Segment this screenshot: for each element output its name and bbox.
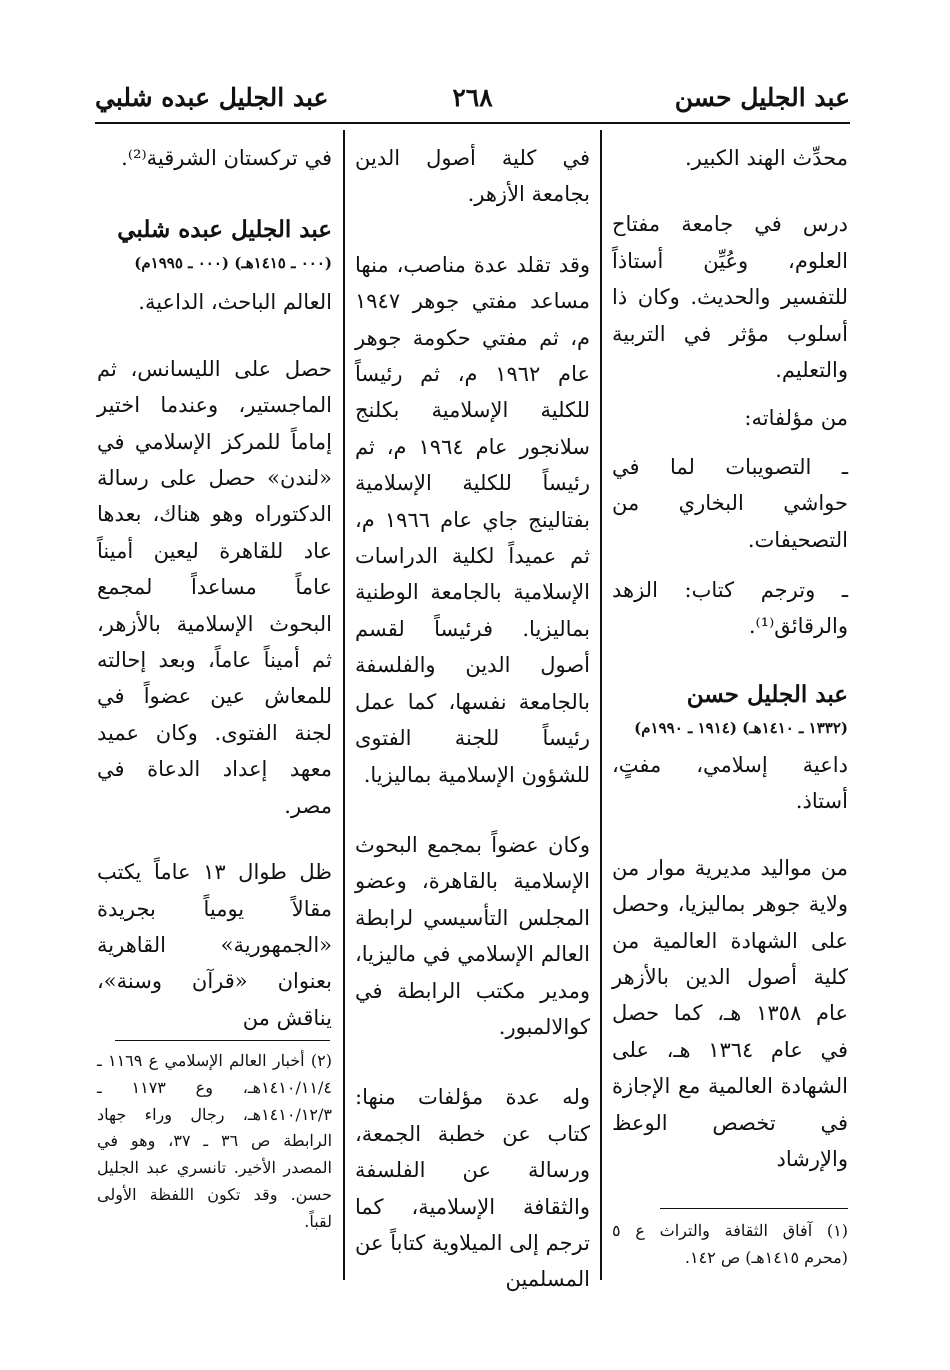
column-divider-left (343, 130, 345, 1280)
footnote-rule (660, 1208, 848, 1209)
paragraph: وله عدة مؤلفات منها: كتاب عن خطبة الجمعة، ورسالة عن الفلسفة والثقافة الإسلامية، كما ترجم إلى الميلاوية كتاباً عن المسلمين (355, 1085, 590, 1292)
paragraph: درس في جامعة مفتاح العلوم، وعُيِّن أستاذاً للتفسير والحديث. وكان ذا أسلوب مؤثر في التربية والتعليم. (612, 212, 848, 383)
footnote-text: (٢) أخبار العالم الإسلامي ع ١١٦٩ ـ ١٤١٠/١١/٤هـ، وع ١١٧٣ ـ ١٤١٠/١٢/٣هـ، رجال وراء جهاد الرابطة ص ٣٦ ـ ٣٧، وهو في المصدر الأخير. تانسري عبد الجليل حسن. وقد تكون اللفظة الأولى لقباً. (97, 1051, 333, 1231)
list-item: ـ وترجم كتاب: الزهد والرقائق⁽¹⁾. (612, 578, 848, 639)
list-item: ـ التصويبات لما في حواشي البخاري من التصحيفات. (612, 454, 848, 552)
paragraph: في كلية أصول الدين بجامعة الأزهر. (355, 146, 590, 207)
page-header (95, 78, 850, 118)
page-number: ٢٦٨ (452, 83, 493, 112)
footnote-right (612, 1218, 848, 1272)
column-left (97, 140, 332, 1036)
entry-dates: (٠٠٠ ـ ١٤١٥هـ) (٠٠٠ ـ ١٩٩٥م) (134, 254, 332, 273)
entry-heading: عبد الجليل عبده شلبي (117, 216, 332, 244)
entry-heading: عبد الجليل حسن (686, 680, 848, 708)
entry-dates: (١٣٣٢ ـ ١٤١٠هـ) (١٩١٤ ـ ١٩٩٠م) (634, 718, 848, 737)
paragraph: وكان عضواً بمجمع البحوث الإسلامية بالقاهرة، وعضو المجلس التأسيسي لرابطة العالم الإسلامي في ماليزيا، ومدير مكتب الرابطة في كوالالمبور. (355, 832, 590, 1039)
paragraph: حصل على الليسانس، ثم الماجستير، وعندما اختير إماماً للمركز الإسلامي في «لندن» حصل على رسالة الدكتوراه وهو هناك، بعدها عاد للقاهرة ليعين أميناً عاماً مساعداً لمجمع البحوث الإسلامية بالأزهر، ثم أميناً عاماً، وبعد إحالته للمعاش عين عضواً في لجنة الفتوى. وكان عميد معهد إعداد الدعاة في مصر. (97, 356, 332, 818)
running-title-right: عبد الجليل حسن (674, 83, 850, 112)
paragraph: من مؤلفاته: (744, 406, 848, 431)
footnote-rule (115, 1040, 330, 1041)
column-right (612, 140, 848, 1177)
paragraph: وقد تقلد عدة مناصب، منها مساعد مفتي جوهر ١٩٤٧ م، ثم مفتي حكومة جوهر عام ١٩٦٢ م، ثم رئيساً للكلية الإسلامية بكلنج سلانجور عام ١٩٦٤ م، ثم رئيساً للكلية الإسلامية بفتالينج جاي عام ١٩٦٦ م، ثم عميداً لكلية الدراسات الإسلامية بالجامعة الوطنية بماليزيا. فرئيساً لقسم أصول الدين والفلسفة بالجامعة نفسها، كما عمل رئيساً للجنة الفتوى للشؤون الإسلامية بماليزيا. (355, 252, 590, 787)
column-middle (355, 140, 590, 1298)
paragraph: ظل طوال ١٣ عاماً يكتب مقالاً يومياً بجريدة «الجمهورية» القاهرية بعنوان «قرآن وسنة»، يناقش من (97, 860, 333, 1030)
footnote-left (97, 1048, 332, 1236)
paragraph: محدِّث الهند الكبير. (685, 146, 848, 170)
column-divider-right (600, 130, 602, 1280)
footnote-text: (١) آفاق الثقافة والتراث ع ٥ (محرم ١٤١٥هـ) ص ١٤٢. (612, 1221, 848, 1267)
running-title-left: عبد الجليل عبده شلبي (95, 83, 329, 112)
paragraph: العالم الباحث، الداعية. (138, 290, 332, 315)
paragraph: من مواليد مديرية موار من ولاية جوهر بماليزيا، وحصل على الشهادة العالمية من كلية أصول الدين بالأزهر عام ١٣٥٨ هـ، كما حصل في عام ١٣٦٤ هـ، على الشهادة العالمية مع الإجازة في تخصص الوعظ والإرشاد (612, 855, 849, 1171)
paragraph: داعية إسلامي، مفتٍ، أستاذ. (612, 752, 848, 814)
paragraph: في تركستان الشرقية⁽²⁾. (121, 146, 332, 170)
header-rule (95, 122, 850, 124)
